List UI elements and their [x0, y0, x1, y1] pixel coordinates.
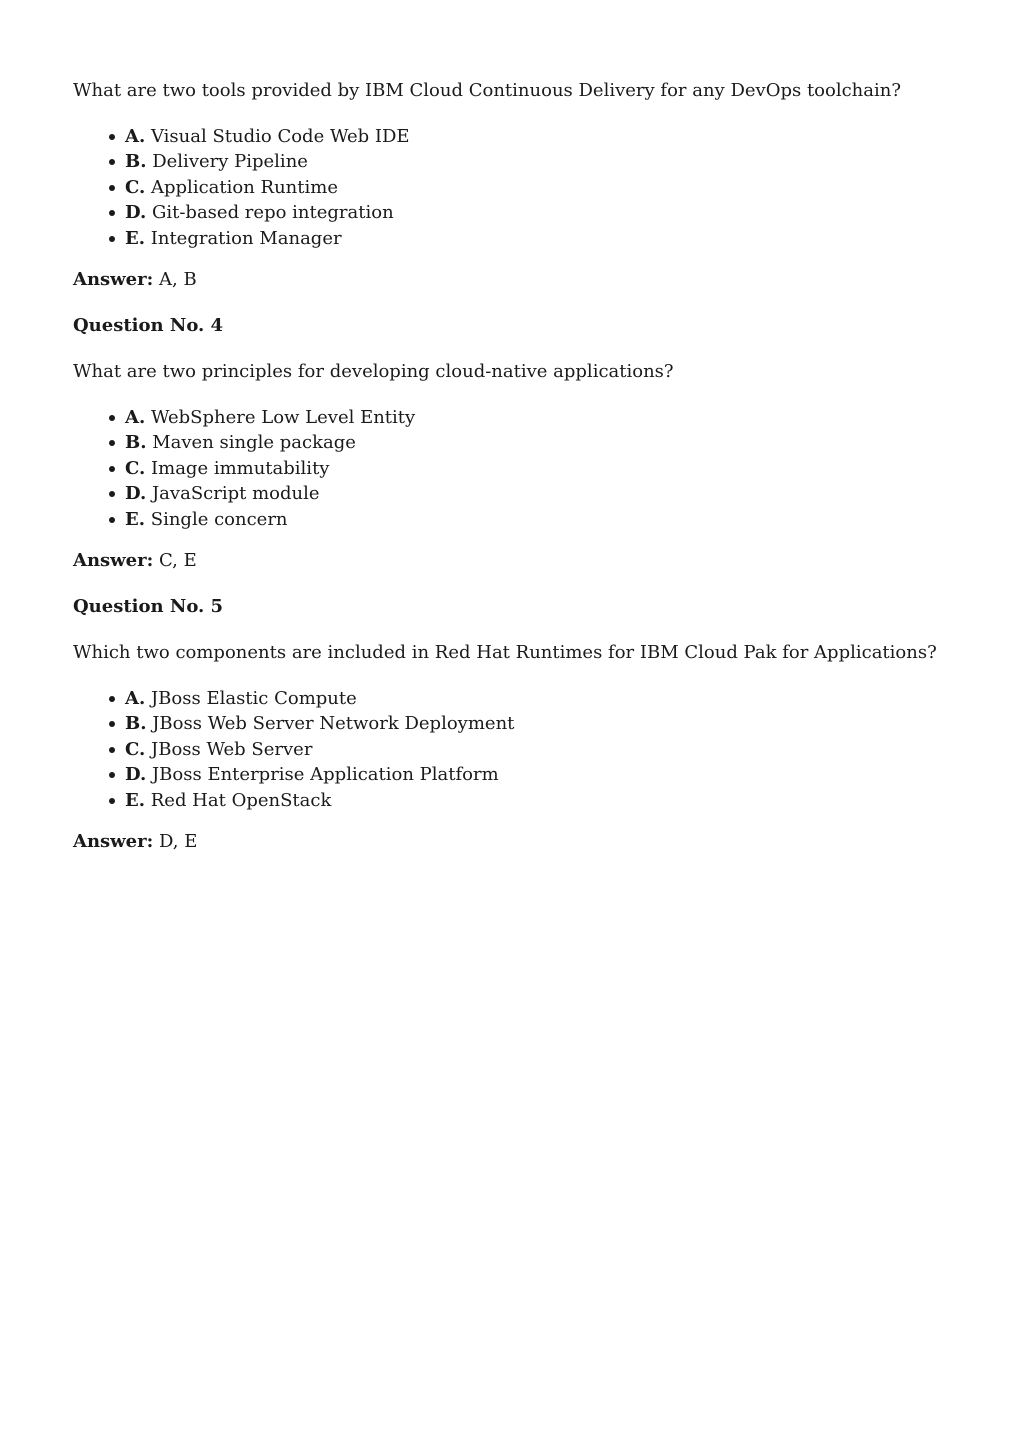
answer-label: Answer: — [73, 269, 154, 291]
option-letter: B. — [125, 713, 147, 735]
option-item — [125, 405, 973, 430]
answer-value: C, E — [159, 550, 197, 572]
option-letter: C. — [125, 457, 146, 479]
option-letter: A. — [125, 407, 146, 429]
option-item — [125, 686, 973, 711]
option-text: Integration Manager — [150, 227, 342, 249]
answer-line — [73, 548, 973, 573]
option-text: Red Hat OpenStack — [150, 789, 332, 811]
option-item — [125, 149, 973, 174]
option-text: Application Runtime — [151, 176, 338, 198]
option-letter: E. — [125, 789, 145, 811]
option-letter: A. — [125, 688, 146, 710]
answer-line — [73, 267, 973, 292]
option-text: JBoss Web Server — [151, 738, 313, 760]
question-text: What are two principles for developing cloud-native applications? — [73, 361, 674, 383]
option-text: Git-based repo integration — [151, 202, 394, 224]
answer-line — [73, 829, 973, 854]
option-letter: D. — [125, 202, 147, 224]
option-text: Delivery Pipeline — [152, 151, 308, 173]
answer-value: D, E — [159, 831, 198, 853]
option-text: Image immutability — [151, 457, 330, 479]
option-item — [125, 200, 973, 225]
answer-label: Answer: — [73, 550, 154, 572]
question-heading: Question No. 5 — [73, 596, 224, 618]
option-item — [125, 226, 973, 251]
question-text: What are two tools provided by IBM Cloud Continuous Delivery for any DevOps toolchain? — [73, 80, 902, 101]
option-text: Single concern — [150, 508, 288, 530]
option-item — [125, 711, 973, 736]
option-item — [125, 507, 973, 532]
option-list — [73, 405, 973, 532]
document-page — [73, 78, 973, 854]
option-item — [125, 456, 973, 481]
option-text: JavaScript module — [151, 483, 320, 505]
option-list — [73, 124, 973, 251]
option-text: JBoss Web Server Network Deployment — [152, 713, 515, 735]
answer-value: A, B — [159, 269, 197, 291]
option-text: JBoss Elastic Compute — [150, 688, 357, 710]
option-letter: C. — [125, 176, 146, 198]
option-letter: D. — [125, 483, 147, 505]
option-letter: D. — [125, 764, 147, 786]
question-block-4 — [73, 313, 973, 573]
option-item — [125, 481, 973, 506]
option-item — [125, 788, 973, 813]
option-letter: B. — [125, 432, 147, 454]
option-text: JBoss Enterprise Application Platform — [151, 764, 499, 786]
option-letter: A. — [125, 126, 146, 147]
option-letter: B. — [125, 151, 147, 173]
option-text: Visual Studio Code Web IDE — [150, 126, 410, 147]
option-letter: E. — [125, 227, 145, 249]
question-block-5 — [73, 594, 973, 854]
question-text: Which two components are included in Red Hat Runtimes for IBM Cloud Pak for Applications? — [73, 642, 937, 664]
option-item — [125, 175, 973, 200]
question-heading: Question No. 4 — [73, 315, 224, 337]
option-item — [125, 762, 973, 787]
answer-label: Answer: — [73, 831, 154, 853]
option-item — [125, 430, 973, 455]
option-letter: E. — [125, 508, 145, 530]
option-text: Maven single package — [152, 432, 356, 454]
option-letter: C. — [125, 738, 146, 760]
option-item — [125, 737, 973, 762]
option-item — [125, 124, 973, 149]
option-list — [73, 686, 973, 813]
question-block-3 — [73, 78, 973, 292]
option-text: WebSphere Low Level Entity — [150, 407, 416, 429]
